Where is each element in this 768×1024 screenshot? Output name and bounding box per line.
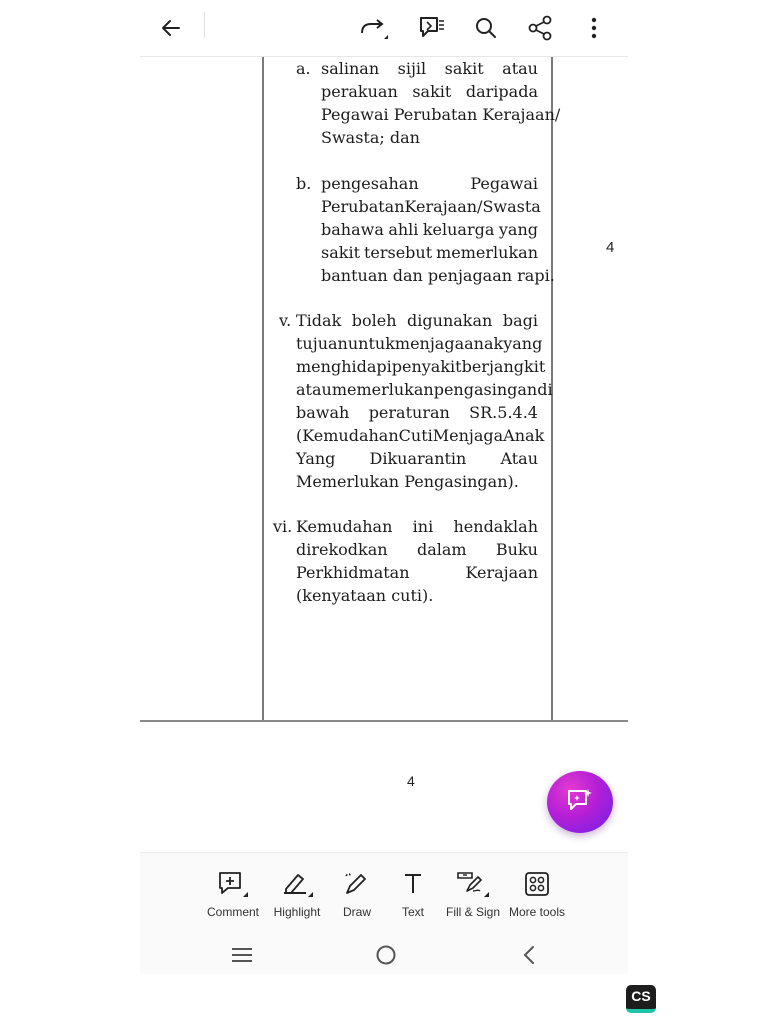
word: atau — [502, 59, 538, 78]
word: yang — [498, 220, 538, 239]
word: penyakit — [391, 357, 462, 376]
word: Atau — [500, 449, 538, 468]
tool-comment[interactable] — [198, 869, 268, 919]
list-marker: b. — [296, 174, 312, 193]
word: digunakan — [407, 311, 493, 330]
list-marker: v. — [279, 311, 292, 330]
word: Kerajaan/ — [404, 197, 483, 216]
text-line: bantuan dan penjagaan rapi. — [321, 266, 555, 285]
search-icon[interactable] — [468, 10, 504, 46]
column-number: 4 — [606, 239, 615, 256]
word: Pegawai — [470, 174, 538, 193]
text-line — [296, 401, 538, 424]
word: Tidak — [296, 311, 342, 330]
pencil-draw-icon — [342, 869, 372, 899]
word: keluarga — [422, 220, 495, 239]
word: Swasta — [482, 197, 541, 216]
text-line — [296, 447, 538, 470]
word: anak — [464, 334, 504, 353]
word: Yang — [296, 449, 336, 468]
word: sakit — [412, 82, 452, 101]
word: ahli — [388, 220, 419, 239]
word: berjangkit — [461, 357, 546, 376]
table-border-bottom — [140, 720, 628, 722]
text-line: Memerlukan Pengasingan). — [296, 472, 519, 491]
word: Kemudahan — [296, 517, 393, 536]
text-line — [296, 538, 538, 561]
word: SR.5.4.4 — [469, 403, 538, 422]
word: atau — [296, 380, 332, 399]
word: pengesahan — [321, 174, 419, 193]
text-line — [321, 80, 538, 103]
tool-draw-label: Draw — [342, 905, 371, 919]
word: Cuti — [398, 426, 433, 445]
text-line — [296, 561, 538, 584]
word: dalam — [416, 540, 467, 559]
system-nav-bar — [140, 934, 628, 974]
word: Menjaga — [432, 426, 504, 445]
word: menjaga — [394, 334, 465, 353]
redo-icon[interactable] — [356, 10, 392, 46]
text-line — [321, 241, 538, 264]
pdf-viewer — [140, 0, 628, 970]
word: Perkhidmatan — [296, 563, 410, 582]
word: Anak — [503, 426, 545, 445]
comment-add-icon — [216, 869, 250, 899]
tool-fill-sign-label: Fill & Sign — [445, 905, 501, 919]
word: daripada — [465, 82, 538, 101]
word: sakit — [444, 59, 484, 78]
tool-highlight-label: Highlight — [273, 905, 321, 919]
arrow-left-icon[interactable] — [153, 10, 189, 46]
word: memerlukan — [436, 243, 538, 262]
text-icon — [401, 869, 425, 899]
text-line: Pegawai Perubatan Kerajaan/ — [321, 105, 561, 124]
ai-assistant-button[interactable] — [547, 771, 613, 833]
word: hendaklah — [453, 517, 538, 536]
word: pengasingan — [433, 380, 538, 399]
word: sijil — [397, 59, 427, 78]
camscanner-watermark-logo — [626, 985, 656, 1013]
word: yang — [503, 334, 543, 353]
home-icon[interactable] — [371, 942, 401, 968]
word: peraturan — [368, 403, 450, 422]
document-page[interactable] — [140, 57, 628, 722]
tool-more-tools[interactable] — [502, 869, 572, 919]
word: untuk — [347, 334, 395, 353]
word: sakit — [321, 243, 360, 262]
text-line — [321, 57, 538, 80]
word: menghidapi — [296, 357, 392, 376]
more-vertical-icon[interactable] — [576, 10, 612, 46]
highlighter-icon — [280, 869, 314, 899]
word: memerlukan — [331, 380, 434, 399]
back-icon[interactable] — [514, 942, 544, 968]
table-border-left — [262, 57, 264, 721]
word: di — [537, 380, 553, 399]
share-icon[interactable] — [522, 10, 558, 46]
ai-assistant-sparkle-icon — [566, 787, 594, 818]
word: Kerajaan — [465, 563, 538, 582]
text-line — [296, 515, 538, 538]
tool-fill-sign[interactable] — [438, 869, 508, 919]
text-line: Swasta; dan — [321, 128, 420, 147]
text-line — [296, 355, 546, 378]
tool-more-tools-label: More tools — [508, 905, 566, 919]
word: salinan — [321, 59, 380, 78]
watermark-text: CS — [631, 988, 651, 1004]
word: ini — [412, 517, 434, 536]
list-marker: vi. — [273, 517, 293, 536]
text-line — [296, 378, 553, 401]
word: boleh — [351, 311, 397, 330]
recent-apps-icon[interactable] — [227, 942, 257, 968]
word: tujuan — [296, 334, 348, 353]
word: direkodkan — [296, 540, 388, 559]
tool-comment-label: Comment — [206, 905, 259, 919]
word: bahawa — [321, 220, 384, 239]
word: Buku — [495, 540, 538, 559]
word: perakuan — [321, 82, 398, 101]
text-line — [296, 309, 538, 332]
word: bawah — [296, 403, 350, 422]
word: Perubatan — [321, 197, 405, 216]
page-number: 4 — [407, 773, 415, 789]
grid-tools-icon — [523, 869, 551, 899]
text-line — [321, 195, 541, 218]
text-line — [321, 218, 538, 241]
comment-list-icon[interactable] — [414, 10, 450, 46]
word: (Kemudahan — [296, 426, 399, 445]
list-marker: a. — [296, 59, 311, 78]
tools-bar — [140, 852, 628, 935]
top-toolbar — [140, 0, 628, 57]
text-line — [321, 172, 538, 195]
word: bagi — [502, 311, 538, 330]
text-line — [296, 424, 545, 447]
fill-sign-icon — [455, 869, 491, 899]
word: Dikuarantin — [369, 449, 467, 468]
word: tersebut — [363, 243, 433, 262]
toolbar-divider — [204, 12, 205, 38]
tool-text-label: Text — [401, 905, 424, 919]
text-line: (kenyataan cuti). — [296, 586, 434, 605]
text-line — [296, 332, 543, 355]
